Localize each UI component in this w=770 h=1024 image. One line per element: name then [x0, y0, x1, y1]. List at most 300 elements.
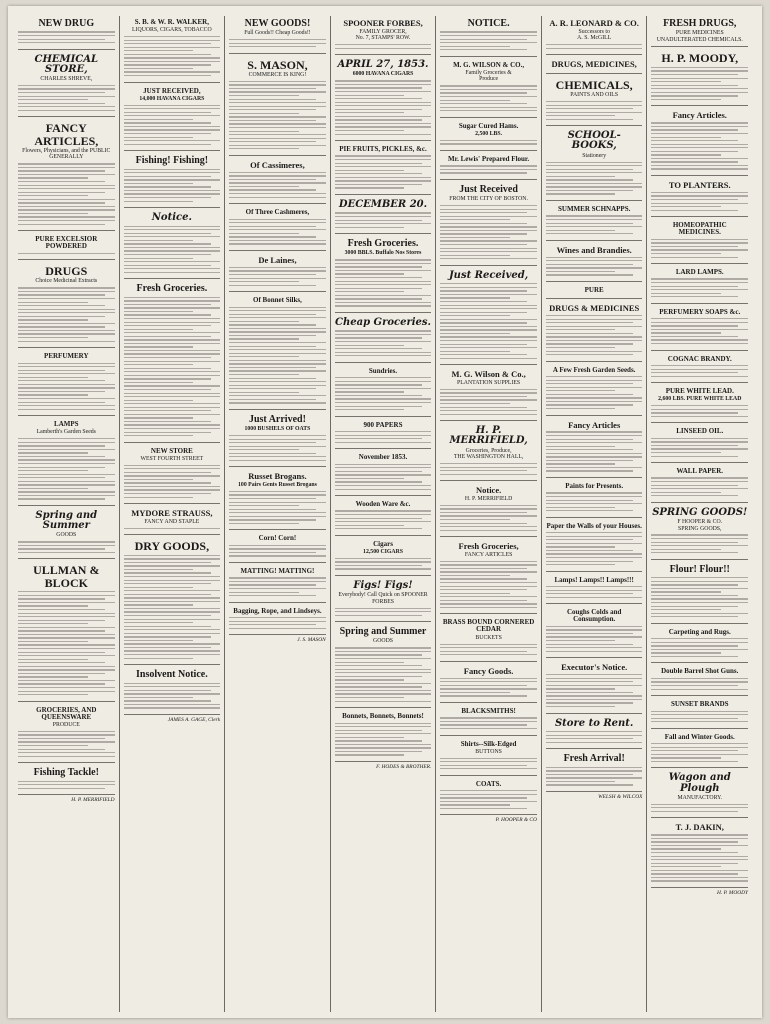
advertisement-headline: Just Received, [448, 269, 529, 281]
advertisement-headline: De Laines, [258, 254, 297, 265]
advertisement-subline: THE WASHINGTON HALL, [453, 454, 524, 461]
advertisement-body-text [651, 192, 748, 211]
advertisement [546, 480, 643, 518]
advertisement-headline: Spring and Summer [35, 510, 98, 532]
advertisement [18, 262, 115, 348]
advertisement-body-text [546, 215, 643, 234]
advertisement-headline: Shirts--Silk-Edged [460, 739, 517, 748]
advertisement-body-text [440, 85, 537, 111]
advertisement-body-text [440, 561, 537, 608]
advertisement-headline: PERFUMERY SOAPS &c. [659, 307, 741, 316]
advertisement-subline: Produce [479, 76, 499, 83]
advertisement-body-text [440, 463, 537, 475]
advertisement-subline: Family Groceries & [465, 69, 512, 76]
advertisement [229, 532, 326, 563]
advertisement [651, 49, 748, 106]
advertisement-subline: Lamberth's Garden Seeds [36, 429, 96, 436]
advertisement-headline: H. P. MERRIFIELD, [449, 425, 528, 447]
advertisement-headline: APRIL 27, 1853. [337, 59, 429, 71]
advertisement-body-text [440, 205, 537, 259]
advertisement-body-text [440, 717, 537, 729]
advertisement-body-text [440, 644, 537, 656]
advertisement-body-text [651, 438, 748, 457]
advertisement [546, 520, 643, 572]
advertisement-headline: Fancy Goods. [463, 665, 514, 676]
advertisement-headline: S. MASON, [247, 57, 308, 72]
advertisement [335, 498, 432, 536]
advertisement-body-text [18, 31, 115, 43]
advertisement-body-text [18, 591, 115, 695]
advertisement [546, 16, 643, 55]
advertisement-headline: Lamps! Lamps!! Lamps!!! [554, 575, 634, 584]
advertisement-headline: GROCERIES, AND QUEENSWARE [36, 705, 97, 721]
advertisement [124, 445, 221, 504]
advertisement [335, 236, 432, 313]
advertisement-body-text [124, 528, 221, 529]
advertisement [440, 153, 537, 180]
advertisement [124, 210, 221, 279]
advertisement [651, 698, 748, 729]
advertisement [335, 578, 432, 622]
advertisement-subline: Everybody! Call Quick on SPOONER FORBES [338, 592, 428, 605]
advertisement [229, 605, 326, 636]
advertisement-headline: Store to Rent. [554, 717, 634, 729]
advertisement-headline: Just Received [459, 183, 518, 195]
advertisement-subline: Successors to [578, 28, 610, 35]
advertisement [651, 770, 748, 818]
advertisement-subline: FANCY ARTICLES [464, 551, 513, 558]
advertisement-body-text [335, 155, 432, 188]
advertisement-subline: CHARLES SHREVE, [40, 76, 93, 83]
advertisement [18, 704, 115, 764]
advertisement [124, 16, 221, 83]
advertisement [440, 664, 537, 703]
advertisement [440, 59, 537, 118]
advertisement-body-text [651, 534, 748, 553]
advertisement-headline: Wagon and Plough [668, 772, 731, 794]
advertisement [546, 660, 643, 713]
advertisement-body-text [651, 834, 748, 881]
advertisement-headline: M. G. WILSON & CO., [453, 60, 525, 69]
advertisement [440, 705, 537, 736]
advertisement-body-text [651, 278, 748, 297]
advertisement-headline: H. P. MOODY, [661, 51, 739, 66]
advertisement-headline: SPRING GOODS! [652, 506, 748, 518]
advertisement-subline: FAMILY GROCER, [359, 28, 407, 35]
advertisement-subline: PAINTS AND OILS [570, 92, 619, 99]
advertisement-headline: Wooden Ware &c. [355, 500, 411, 509]
advertisement-body-text [18, 438, 115, 500]
advertiser-signature: F. HODES & BROTHER. [376, 764, 432, 770]
advertisement-subline: GOODS [373, 638, 394, 645]
advertisement-body-text [229, 577, 326, 596]
advertiser-signature: WELSH & WILCOX [598, 794, 643, 800]
advertisement-body-text [124, 105, 221, 145]
advertisement-subline: 14,000 HAVANA CIGARS [139, 95, 205, 102]
advertisement-subline: COMMERCE IS KING! [248, 71, 307, 78]
advertisement-headline: Figs! Figs! [353, 579, 413, 591]
advertisement [651, 665, 748, 696]
advertisement-headline: CHEMICAL STORE, [34, 53, 99, 75]
advertisement-headline: Wines and Brandies. [556, 244, 632, 255]
advertisement-body-text [335, 377, 432, 410]
advertisement-headline: 900 PAPERS [363, 420, 403, 429]
advertisement-subline: Stationery [582, 152, 607, 159]
advertisement [124, 537, 221, 665]
advertisement-headline: Just Arrived! [248, 413, 306, 425]
advertisement-headline: S. B. & W. R. WALKER, [134, 18, 209, 26]
advertisement-body-text [18, 287, 115, 341]
advertisement-body-text [335, 212, 432, 227]
advertiser-signature: J. S. MASON [297, 637, 326, 644]
advertisement-body-text [229, 307, 326, 404]
advertisement [335, 197, 432, 234]
advertisement-body-text [651, 804, 748, 812]
advertisement [18, 119, 115, 231]
advertisement-subline: MANUFACTORY. [677, 794, 723, 801]
advertisement-headline: T. J. DAKIN, [675, 822, 724, 833]
advertisement-body-text [335, 44, 432, 49]
advertisement-headline: Executor's Notice. [561, 662, 628, 673]
advertisement [651, 219, 748, 264]
advertisement [546, 606, 643, 658]
advertisement [546, 243, 643, 282]
advertisement-headline: Carpeting and Rugs. [668, 627, 731, 636]
advertisement-headline: Fresh Arrival! [563, 753, 625, 765]
advertisement-headline: HOMEOPATHIC MEDICINES. [672, 221, 727, 237]
advertisement-headline: NEW DRUG [38, 18, 95, 29]
advertisement-body-text [651, 365, 748, 377]
advertisement [440, 182, 537, 266]
advertisement [335, 365, 432, 417]
advertisement-body-text [335, 723, 432, 756]
advertisement [546, 364, 643, 416]
advertisement-headline: Bonnets, Bonnets, Bonnets! [342, 712, 424, 721]
advertisement-body-text [124, 555, 221, 659]
advertisement-body-text [546, 492, 643, 511]
advertisement-headline: Corn! Corn! [258, 534, 297, 543]
advertisement-body-text [440, 678, 537, 697]
advertisement-body-text [124, 683, 221, 709]
advertisement [651, 108, 748, 176]
advertisement-subline: BUTTONS [475, 748, 502, 755]
advertisement-body-text [440, 140, 537, 145]
advertisement [18, 52, 115, 118]
column-2 [120, 16, 226, 1012]
advertisement [546, 128, 643, 201]
advertisement-body-text [335, 510, 432, 529]
advertisement-headline: Fishing Tackle! [33, 767, 99, 779]
advertisement-headline: COATS. [475, 779, 502, 788]
advertisement-subline: 2,600 LBS. PURE WHITE LEAD [658, 396, 742, 403]
advertisement-subline: H. P. MERRIFIELD [464, 495, 513, 502]
advertisement-body-text [651, 67, 748, 100]
advertisement-subline: 100 Pairs Gents Russet Brogans [238, 481, 317, 488]
advertisement-subline: F HOOPER & CO. [677, 518, 723, 525]
advertisement-body-text [229, 172, 326, 198]
advertisement-headline: PURE EXCELSIOR POWDERED [35, 235, 98, 251]
advertisement-subline: GOODS [56, 532, 77, 539]
advertisement-headline: NOTICE. [467, 18, 510, 29]
advertisement [440, 616, 537, 661]
advertisement-subline: A. S. McGILL [577, 35, 612, 42]
advertisement-body-text [229, 545, 326, 557]
advertisement [651, 385, 748, 423]
advertisement-body-text [546, 731, 643, 743]
advertisement [335, 16, 432, 55]
advertisement-headline: Bagging, Rope, and Lindseys. [233, 606, 322, 615]
advertisement-body-text [651, 477, 748, 496]
advertisement [18, 561, 115, 701]
advertisement-subline: FROM THE CITY OF BOSTON. [449, 196, 528, 203]
advertisement-headline: Cheap Groceries. [335, 316, 432, 328]
advertisement-body-text [651, 239, 748, 258]
advertisement-subline: 2,500 LBS. [475, 130, 503, 137]
advertisement [229, 158, 326, 204]
advertisement [546, 751, 643, 792]
advertisement-headline: Paper the Walls of your Houses. [546, 521, 642, 530]
advertisement [229, 412, 326, 467]
advertisement-body-text [18, 781, 115, 789]
advertisement [651, 626, 748, 664]
advertisement-headline: Fishing! Fishing! [135, 155, 209, 167]
advertisement-subline: No. 7, STAMPS' ROW. [355, 35, 411, 42]
advertisement-body-text [229, 617, 326, 629]
advertisement-body-text [18, 253, 115, 254]
advertisement [229, 16, 326, 54]
advertiser-signature: JAMES A. GAGE, Clerk [167, 716, 221, 723]
advertisement-headline: M. G. Wilson & Co., [451, 369, 526, 380]
advertisement-subline: Choice Medicinal Extracts [35, 278, 98, 285]
advertisement-subline: Flowers, Physicians, and the PUBLIC GENERALLY [22, 147, 111, 161]
advertisement [546, 57, 643, 74]
advertisement-body-text [335, 608, 432, 616]
advertisement-body-text [124, 226, 221, 273]
advertisement-body-text [18, 85, 115, 111]
advertisement [440, 268, 537, 366]
advertisement-headline: LARD LAMPS. [675, 268, 724, 277]
advertisement-body-text [229, 491, 326, 524]
column-5 [436, 16, 542, 1012]
advertisement [335, 143, 432, 195]
advertisement [335, 710, 432, 762]
advertisement-body-text [546, 257, 643, 276]
advertiser-signature: H. P. MOODY [716, 889, 749, 896]
advertisement [651, 266, 748, 304]
newspaper-page [8, 6, 762, 1018]
advertisement [335, 419, 432, 450]
advertisement-headline: LINSEED OIL. [676, 427, 724, 436]
advertisement-subline: 3000 BBLS. Buffalo Nos Stores [344, 250, 422, 257]
advertisement-body-text [440, 283, 537, 359]
advertisement-headline: Of Bonnet Silks, [253, 296, 302, 305]
advertisement [440, 120, 537, 151]
advertisement-body-text [651, 638, 748, 657]
advertisement [546, 716, 643, 750]
advertisement-subline: WEST FOURTH STREET [140, 455, 204, 462]
advertisement-body-text [335, 558, 432, 570]
advertisement-headline: A. R. LEONARD & CO. [549, 18, 639, 28]
advertisement-body-text [440, 165, 537, 173]
advertisement [440, 16, 537, 57]
advertisement-headline: Flour! Flour!! [669, 563, 730, 575]
advertisement [651, 425, 748, 463]
advertisement-body-text [335, 464, 432, 490]
advertisement-subline: FANCY AND STAPLE [144, 518, 200, 525]
advertisement [651, 562, 748, 624]
advertisement-body-text [546, 586, 643, 598]
advertisement-headline: BLACKSMITHS! [461, 706, 516, 715]
advertisement-headline: Cigars [373, 539, 393, 548]
advertisement-headline: Of Three Cashmeres, [245, 208, 310, 217]
advertisement-body-text [546, 376, 643, 409]
advertisement [651, 178, 748, 217]
advertiser-signature: P. HOOPER & CO [495, 817, 537, 824]
advertisement-headline: DRUGS, MEDICINES, [551, 59, 637, 70]
advertisement [651, 306, 748, 351]
advertisement-body-text [124, 297, 221, 437]
advertisement-headline: SCHOOL-BOOKS, [567, 130, 621, 152]
advertisement [229, 253, 326, 292]
advertisement [124, 506, 221, 535]
advertisement [651, 353, 748, 384]
advertisement-headline: Coughs Colds and Consumption. [566, 608, 622, 624]
advertisement [546, 76, 643, 126]
advertisement-headline: November 1853. [358, 453, 408, 462]
advertisement [440, 778, 537, 816]
advertisement [335, 538, 432, 576]
advertisement [651, 820, 748, 888]
advertisement-headline: Notice. [151, 212, 192, 224]
advertisement [651, 465, 748, 503]
advertisement-body-text [124, 169, 221, 202]
advertisement-headline: DRUGS [45, 264, 88, 279]
advertisement-body-text [229, 267, 326, 286]
advertisement [124, 153, 221, 208]
advertisement-body-text [546, 674, 643, 707]
advertisement [546, 301, 643, 362]
advertisement-body-text [546, 44, 643, 49]
advertisement-body-text [229, 39, 326, 47]
column-3 [225, 16, 331, 1012]
advertisement-subline: PRODUCE [52, 721, 80, 728]
advertisement-body-text [546, 315, 643, 355]
advertisement-headline: ULLMAN & BLOCK [33, 563, 100, 590]
advertisement-headline: JUST RECEIVED, [143, 86, 201, 95]
advertisement-body-text [124, 36, 221, 76]
advertisement [124, 281, 221, 442]
advertisement-body-text [335, 330, 432, 356]
advertisement-body-text [18, 363, 115, 410]
advertisement-subline: PURE MEDICINES [675, 30, 724, 37]
advertisement-headline: PURE [584, 285, 604, 294]
advertisement-body-text [335, 431, 432, 443]
advertisement-headline: Mr. Lewis' Prepared Flour. [448, 154, 530, 163]
advertisement [651, 731, 748, 769]
advertisement [440, 367, 537, 421]
advertisement-headline: COGNAC BRANDY. [667, 354, 732, 363]
advertisement-body-text [440, 758, 537, 770]
advertisement-body-text [440, 790, 537, 809]
advertisement-headline: Insolvent Notice. [136, 669, 208, 681]
advertisement [18, 16, 115, 50]
advertisement-headline: Notice. [475, 485, 502, 496]
advertisement-body-text [335, 80, 432, 134]
advertisement-body-text [651, 577, 748, 617]
advertisement-headline: Fancy Articles. [672, 110, 727, 121]
advertisement-headline: Spring and Summer [339, 626, 427, 638]
advertisement-headline: SUNSET BRANDS [670, 700, 729, 709]
advertisement-subline: 12,500 CIGARS [363, 548, 403, 555]
advertisement-headline: TO PLANTERS. [668, 179, 731, 190]
advertisement-headline: Sugar Cured Hams. [458, 121, 519, 130]
advertisement [546, 284, 643, 299]
advertisement-body-text [651, 678, 748, 690]
advertisement-headline: NEW STORE [150, 446, 193, 455]
advertisement-body-text [651, 743, 748, 762]
advertisement-body-text [546, 767, 643, 786]
advertisement-headline: A Few Fresh Garden Seeds. [552, 365, 636, 374]
advertisement-body-text [18, 541, 115, 553]
advertisement-headline: Sundries. [368, 366, 398, 375]
advertisement-headline: MYDORE STRAUSS, [131, 508, 213, 519]
advertisement [546, 203, 643, 241]
advertisement-body-text [440, 389, 537, 415]
advertisement-headline: DRUGS & MEDICINES [549, 303, 640, 314]
advertisement [335, 315, 432, 363]
advertisement-body-text [651, 122, 748, 169]
advertisement-body-text [18, 163, 115, 225]
advertisement [229, 565, 326, 603]
advertisement-headline: WALL PAPER. [676, 467, 724, 476]
advertisement-headline: SPOONER FORBES, [343, 18, 423, 28]
advertisement [335, 624, 432, 708]
advertisement-subline: SPRING GOODS, [678, 525, 722, 532]
advertisement-headline: PIE FRUITS, PICKLES, &c. [339, 145, 427, 154]
advertisement-headline: Paints for Presents. [565, 482, 624, 491]
advertisement-body-text [546, 626, 643, 652]
advertisement-body-text [651, 711, 748, 723]
advertisement-headline: FRESH DRUGS, [663, 18, 737, 29]
advertisement-body-text [546, 431, 643, 471]
advertisement [440, 738, 537, 776]
advertisement-headline: FANCY ARTICLES, [34, 121, 99, 148]
advertisement [229, 206, 326, 251]
advertisement-body-text [546, 532, 643, 565]
advertisement-headline: Fancy Articles [568, 419, 621, 430]
advertisement-subline: Full Goods!! Cheap Goods!! [244, 30, 311, 37]
advertisement [335, 451, 432, 496]
advertisement [18, 508, 115, 559]
advertisement-body-text [18, 731, 115, 757]
advertisement [124, 85, 221, 152]
advertisement-headline: NEW GOODS! [244, 18, 311, 29]
column-1 [14, 16, 120, 1012]
advertisement [651, 505, 748, 560]
advertisement [546, 574, 643, 605]
advertisement-subline: Groceries, Produce, [465, 447, 512, 454]
advertisement [18, 418, 115, 506]
advertisement [651, 16, 748, 47]
advertisement-body-text [546, 162, 643, 195]
advertisement-subline: UNADULTERATED CHEMICALS. [656, 36, 743, 43]
advertisement-subline: 1000 BUSHELS OF OATS [244, 426, 311, 433]
advertisement [335, 57, 432, 141]
column-4 [331, 16, 437, 1012]
advertisement-headline: PERFUMERY [44, 352, 89, 361]
advertisement [229, 294, 326, 410]
advertisement-body-text [440, 505, 537, 531]
